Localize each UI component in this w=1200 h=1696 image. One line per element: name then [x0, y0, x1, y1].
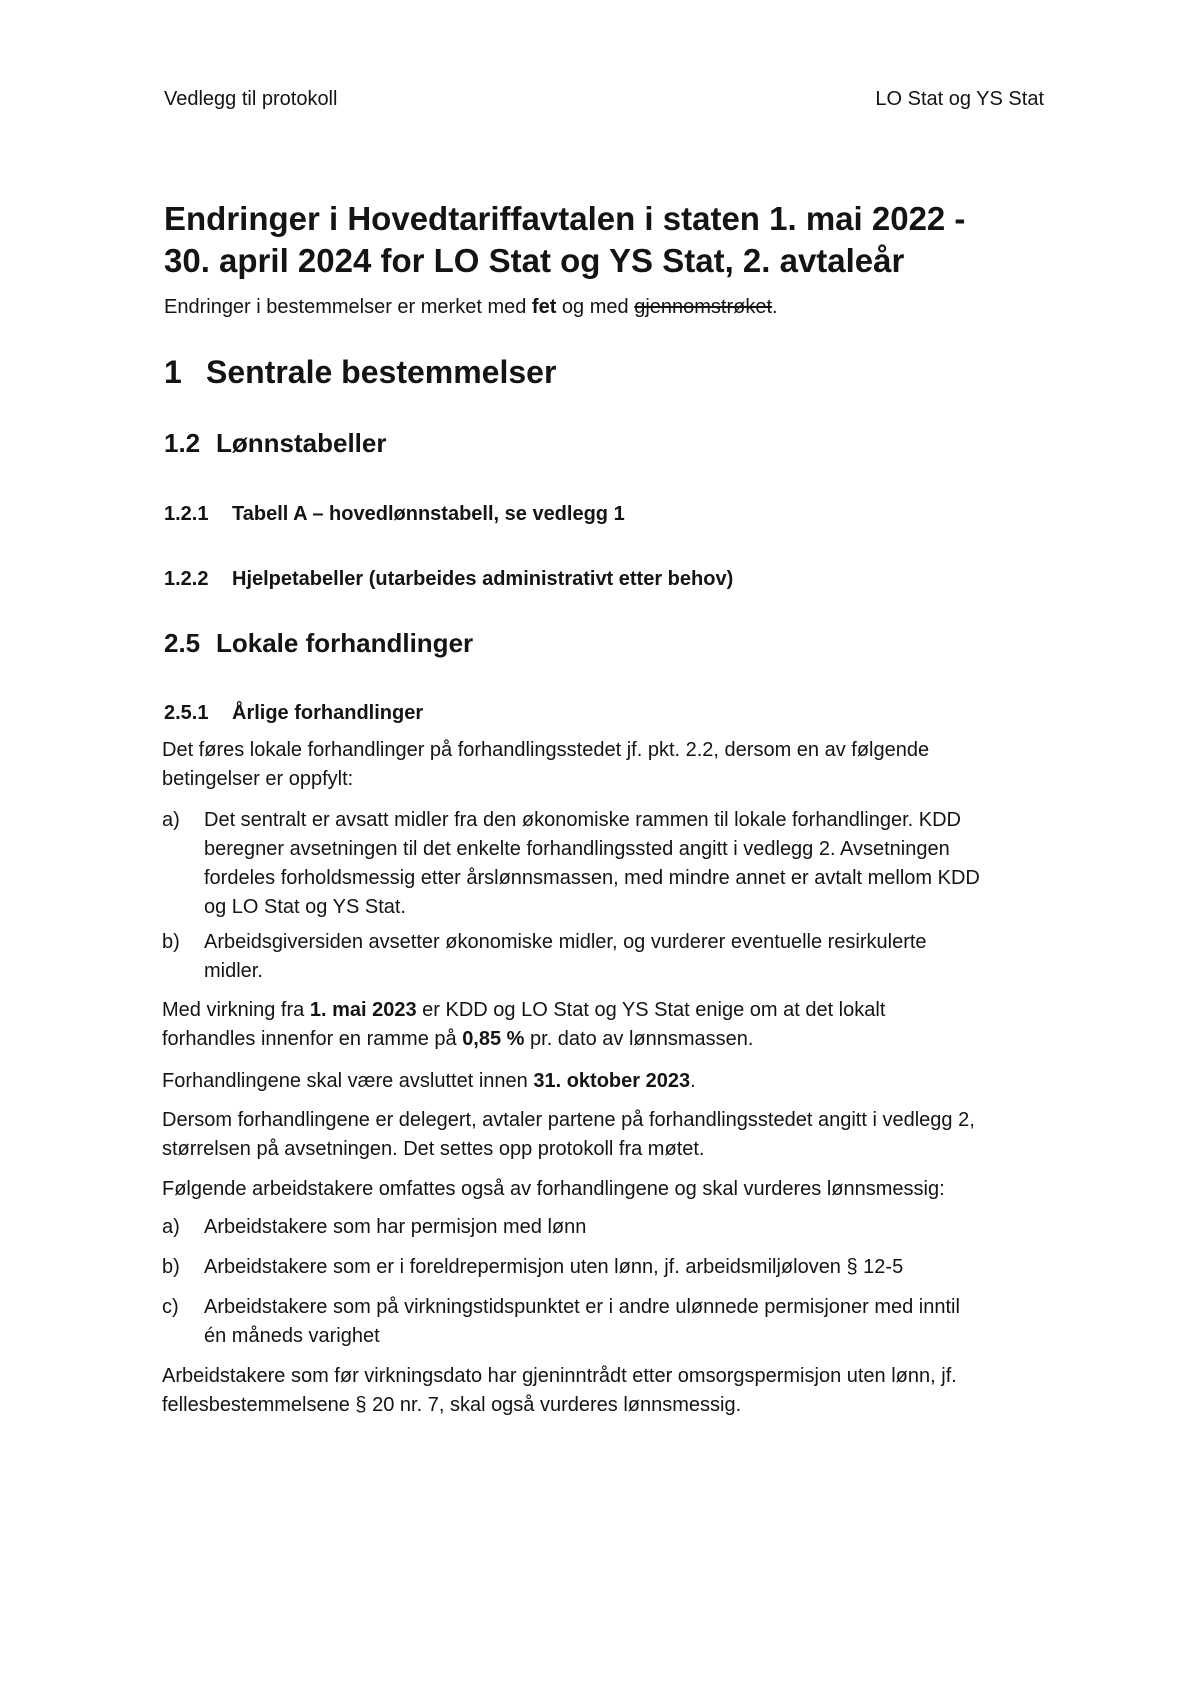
- change-note: [164, 296, 778, 319]
- section-title: Årlige forhandlinger: [232, 702, 424, 724]
- section-heading-1: [164, 354, 556, 391]
- list-line: fordeles forholdsmessig etter årslønnsmassen, med mindre annet er avtalt mellom KDD: [204, 867, 980, 889]
- section-number: 1: [164, 354, 182, 390]
- text-run: pr. dato av lønnsmassen.: [524, 1028, 754, 1050]
- list-line: Arbeidsgiversiden avsetter økonomiske midler, og vurderer eventuelle resirkulerte: [204, 931, 927, 953]
- following-paragraph: Følgende arbeidstakere omfattes også av forhandlingene og skal vurderes lønnsmessig:: [162, 1178, 945, 1200]
- delegated-paragraph: [162, 1106, 975, 1164]
- section-number: 1.2: [164, 428, 201, 458]
- header-left: Vedlegg til protokoll: [164, 88, 338, 110]
- text-run: .: [690, 1070, 696, 1092]
- title-line-1: Endringer i Hovedtariffavtalen i staten 1. mai 2022 -: [164, 200, 966, 237]
- section-number: 2.5.1: [164, 702, 209, 724]
- section-number: 1.2.1: [164, 503, 209, 525]
- list-label: a): [162, 809, 180, 831]
- list-item: [162, 928, 927, 986]
- list-line: Arbeidstakere som har permisjon med lønn: [204, 1216, 587, 1238]
- list-line: Arbeidstakere som på virkningstidspunktet er i andre ulønnede permisjoner med inntil: [204, 1296, 960, 1318]
- section-title: Tabell A – hovedlønnstabell, se vedlegg 1: [232, 503, 625, 525]
- paragraph-line: [162, 996, 885, 1025]
- list-line: Arbeidstakere som er i foreldrepermisjon uten lønn, jf. arbeidsmiljøloven § 12-5: [204, 1256, 904, 1278]
- list-line: Det sentralt er avsatt midler fra den økonomiske rammen til lokale forhandlinger. KDD: [204, 809, 961, 831]
- bold-date: 31. oktober 2023: [533, 1070, 691, 1092]
- section-heading-1-2-2: [164, 568, 733, 591]
- note-middle: og med: [556, 296, 635, 318]
- header-right: LO Stat og YS Stat: [875, 88, 1044, 110]
- document-title: [164, 198, 965, 282]
- section-heading-2-5: [164, 628, 473, 659]
- intro-paragraph: [162, 736, 929, 794]
- section-number: 1.2.2: [164, 568, 209, 590]
- list-line: beregner avsetningen til det enkelte forhandlingssted angitt i vedlegg 2. Avsetningen: [204, 838, 950, 860]
- deadline-paragraph: [162, 1067, 696, 1096]
- list-label: a): [162, 1216, 180, 1238]
- text-run: Forhandlingene skal være avsluttet innen: [162, 1070, 534, 1092]
- paragraph-line: Arbeidstakere som før virkningsdato har gjeninntrådt etter omsorgspermisjon uten lønn, jf.: [162, 1365, 957, 1387]
- section-title: Hjelpetabeller (utarbeides administrativt etter behov): [232, 568, 734, 590]
- title-line-2: 30. april 2024 for LO Stat og YS Stat, 2. avtaleår: [164, 242, 905, 279]
- list-label: b): [162, 1256, 180, 1278]
- text-run: Med virkning fra: [162, 999, 310, 1021]
- section-title: Lønnstabeller: [216, 428, 387, 458]
- list-label: c): [162, 1296, 179, 1318]
- list-item: [162, 1213, 586, 1242]
- section-title: Sentrale bestemmelser: [206, 354, 557, 390]
- bold-percentage: 0,85 %: [462, 1028, 525, 1050]
- list-item: [162, 806, 980, 922]
- text-run: forhandles innenfor en ramme på: [162, 1028, 463, 1050]
- note-bold: fet: [531, 296, 557, 318]
- note-strike: gjennomstrøket: [634, 296, 773, 318]
- bold-date: 1. mai 2023: [309, 999, 417, 1021]
- list-line: midler.: [204, 960, 263, 982]
- note-prefix: Endringer i bestemmelser er merket med: [164, 296, 532, 318]
- paragraph-line: Det føres lokale forhandlinger på forhandlingsstedet jf. pkt. 2.2, dersom en av følgende: [162, 739, 930, 761]
- paragraph-line: Dersom forhandlingene er delegert, avtaler partene på forhandlingsstedet angitt i vedlegg 2,: [162, 1109, 975, 1131]
- list-item: [162, 1293, 960, 1351]
- closing-paragraph: [162, 1362, 957, 1420]
- section-heading-1-2-1: [164, 503, 625, 526]
- paragraph-line: fellesbestemmelsene § 20 nr. 7, skal også vurderes lønnsmessig.: [162, 1394, 742, 1416]
- paragraph-line: betingelser er oppfylt:: [162, 768, 354, 790]
- section-heading-2-5-1: [164, 702, 423, 725]
- paragraph-line: [162, 1025, 885, 1054]
- section-number: 2.5: [164, 628, 201, 658]
- text-run: er KDD og LO Stat og YS Stat enige om at det lokalt: [416, 999, 886, 1021]
- paragraph-line: størrelsen på avsetningen. Det settes opp protokoll fra møtet.: [162, 1138, 705, 1160]
- list-label: b): [162, 931, 180, 953]
- section-heading-1-2: [164, 428, 386, 459]
- list-line: og LO Stat og YS Stat.: [204, 896, 406, 918]
- virkning-paragraph: [162, 996, 885, 1054]
- section-title: Lokale forhandlinger: [216, 628, 474, 658]
- note-suffix: .: [772, 296, 778, 318]
- list-item: [162, 1253, 903, 1282]
- list-line: én måneds varighet: [204, 1325, 380, 1347]
